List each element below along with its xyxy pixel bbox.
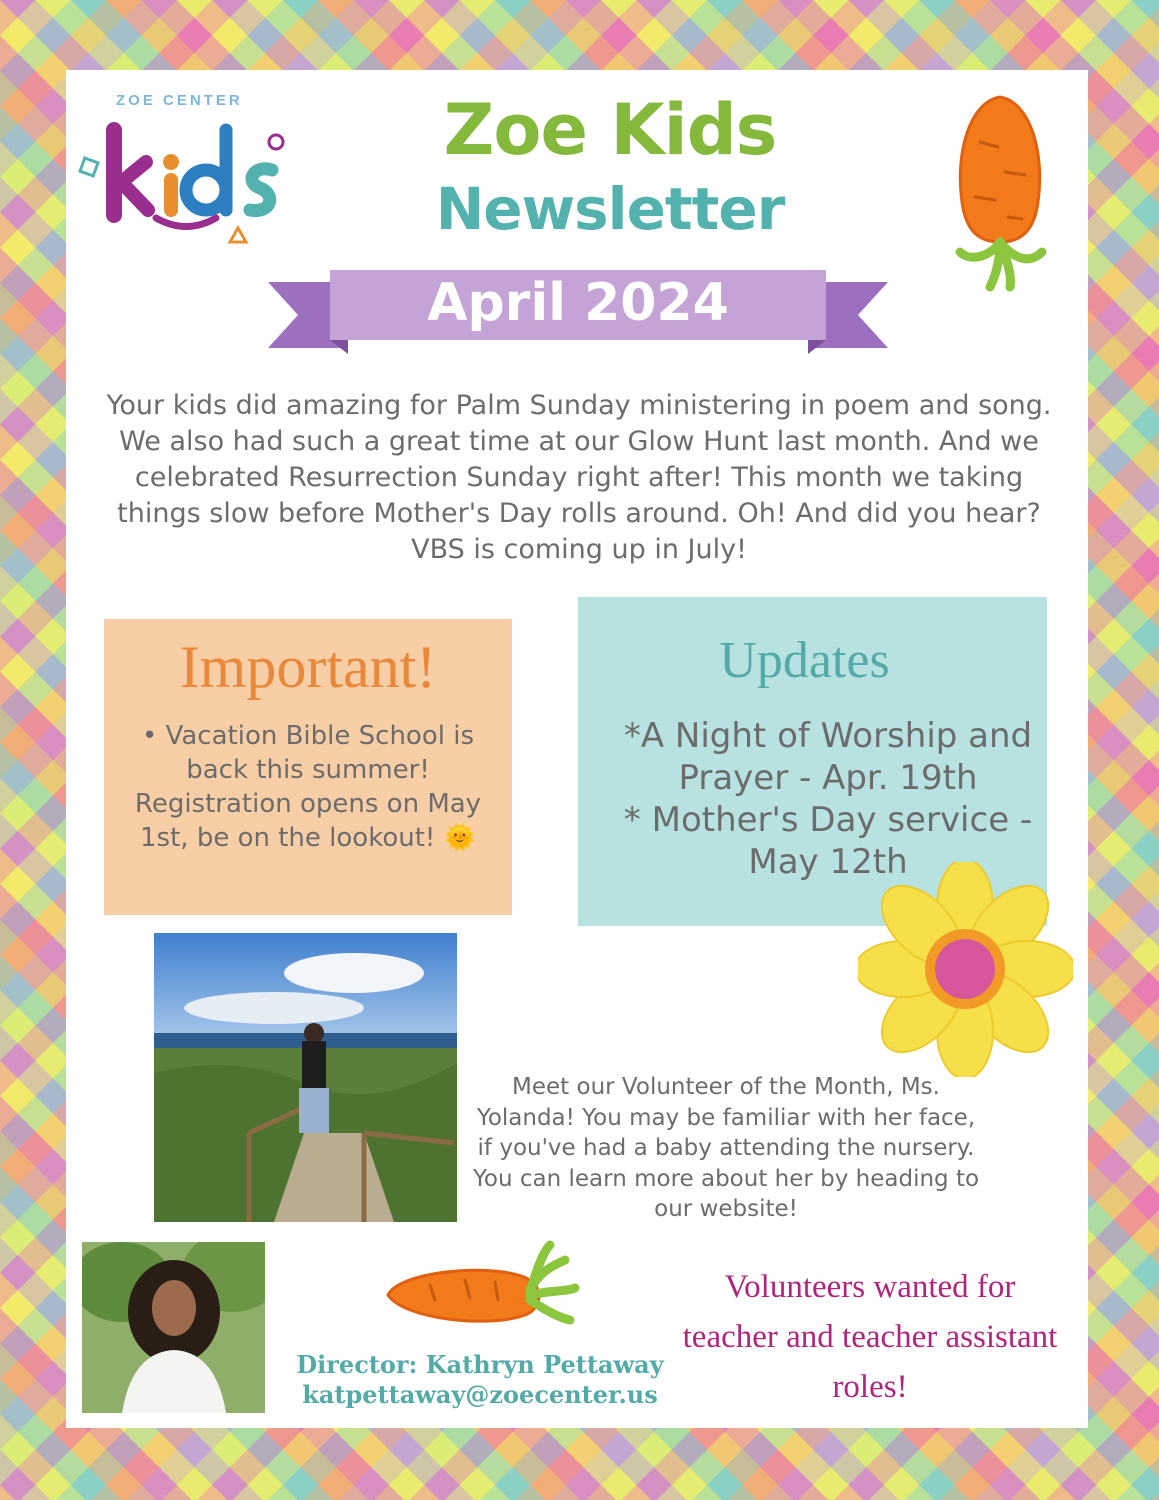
carrot-icon [380,1240,580,1340]
newsletter-title: Zoe Kids [443,89,777,171]
banner-date: April 2024 [427,273,729,333]
zoe-kids-logo [76,90,296,250]
updates-heading: Updates [719,632,890,689]
newsletter-subtitle: Newsletter [435,175,785,243]
volunteers-wanted-text: Volunteers wanted for teacher and teacher assistant roles! [682,1269,1058,1405]
carrot-icon [950,92,1050,292]
update-item: * Mother's Day service - May 12th [623,800,1033,882]
director-photo [82,1242,265,1413]
logo-kids-mark [76,90,296,250]
flower-icon [858,862,1073,1077]
important-heading: Important! [179,634,437,700]
director-contact [290,1350,670,1410]
volunteer-photo [154,933,457,1222]
important-body: • Vacation Bible School is back this summer! Registration opens on May 1st, be on the lookout! 🌞 [134,721,482,853]
volunteer-of-month-text: Meet our Volunteer of the Month, Ms. Yolanda! You may be familiar with her face, if you've had a baby attending the nursery. You can learn more about her by heading to our website! [472,1074,980,1222]
logo-small-text: ZOE CENTER [116,92,243,109]
important-box [104,619,512,915]
director-email[interactable]: katpettaway@zoecenter.us [302,1380,658,1409]
director-name: Director: Kathryn Pettaway [296,1350,664,1379]
update-item: *A Night of Worship and Prayer - Apr. 19th [623,716,1033,798]
updates-body [598,715,1058,883]
intro-paragraph: Your kids did amazing for Palm Sunday ministering in poem and song. We also had such a great time at our Glow Hunt last month. And we celebrated Resurrection Sunday right after! This month we taking things slow before Mother's Day rolls around. Oh! And did you hear? VBS is coming up in July! [106,390,1052,565]
